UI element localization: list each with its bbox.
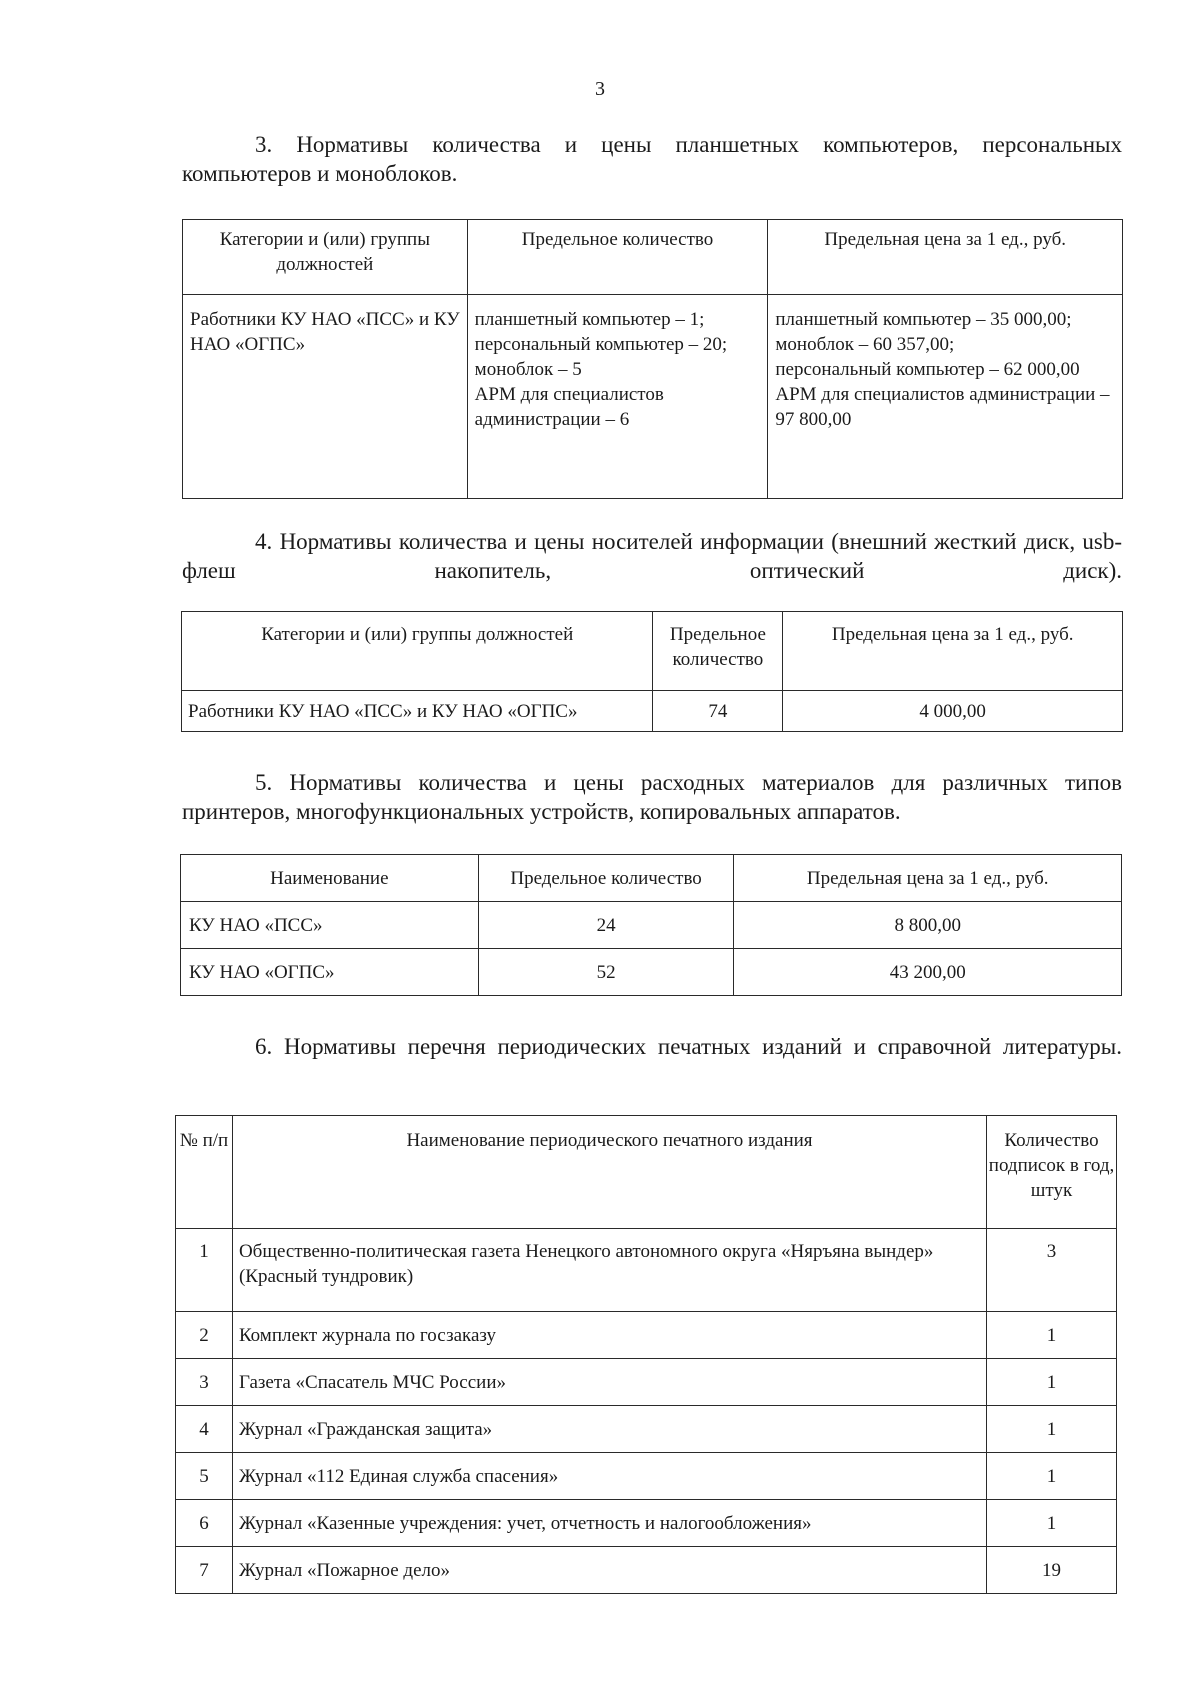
table-row — [176, 1229, 1117, 1312]
page-number: 3 — [595, 78, 605, 100]
cell-name: Газета «Спасатель МЧС России» — [232, 1359, 986, 1406]
section-5-table — [180, 854, 1122, 996]
cell-quantity: 1 — [987, 1406, 1117, 1453]
header-quantity: Предельное количество — [467, 220, 768, 295]
table-row — [176, 1453, 1117, 1500]
section-4-table — [181, 611, 1123, 732]
cell-quantity: 74 — [653, 691, 783, 732]
cell-quantity: 1 — [987, 1453, 1117, 1500]
header-quantity: Предельное количество — [653, 612, 783, 691]
cell-quantity: 1 — [987, 1500, 1117, 1547]
table-row — [176, 1500, 1117, 1547]
cell-number: 6 — [176, 1500, 233, 1547]
cell-name: Журнал «Пожарное дело» — [232, 1547, 986, 1594]
cell-quantity: 52 — [478, 949, 734, 996]
table-row — [183, 295, 1123, 499]
cell-quantity: 19 — [987, 1547, 1117, 1594]
cell-quantity: 24 — [478, 902, 734, 949]
table-row — [176, 1406, 1117, 1453]
section-3-heading: 3. Нормативы количества и цены планшетных компьютеров, персональных компьютеров и моноблоков. — [182, 132, 1122, 186]
section-4-heading: 4. Нормативы количества и цены носителей информации (внешний жесткий диск, usb-флеш накопитель, оптический диск). — [182, 529, 1122, 583]
header-name: Наименование периодического печатного издания — [232, 1116, 986, 1229]
cell-price: планшетный компьютер – 35 000,00; моноблок – 60 357,00; персональный компьютер – 62 000,00 АРМ для специалистов администрации – 97 800,00 — [768, 295, 1123, 499]
cell-quantity: 3 — [987, 1229, 1117, 1312]
cell-quantity: 1 — [987, 1312, 1117, 1359]
cell-name: Журнал «Гражданская защита» — [232, 1406, 986, 1453]
cell-name: КУ НАО «ПСС» — [181, 902, 479, 949]
table-row — [182, 691, 1123, 732]
section-6-heading: 6. Нормативы перечня периодических печатных изданий и справочной литературы. — [255, 1034, 1122, 1059]
cell-name: Комплект журнала по госзаказу — [232, 1312, 986, 1359]
section-6-table — [175, 1115, 1117, 1594]
table-header-row — [181, 855, 1122, 902]
cell-price: 43 200,00 — [734, 949, 1122, 996]
cell-name: КУ НАО «ОГПС» — [181, 949, 479, 996]
header-price: Предельная цена за 1 ед., руб. — [768, 220, 1123, 295]
table-row — [181, 949, 1122, 996]
table-row — [176, 1359, 1117, 1406]
header-price: Предельная цена за 1 ед., руб. — [734, 855, 1122, 902]
cell-number: 3 — [176, 1359, 233, 1406]
cell-number: 1 — [176, 1229, 233, 1312]
cell-quantity: планшетный компьютер – 1; персональный компьютер – 20; моноблок – 5 АРМ для специалистов администрации – 6 — [467, 295, 768, 499]
table-header-row — [183, 220, 1123, 295]
table-header-row — [176, 1116, 1117, 1229]
cell-number: 4 — [176, 1406, 233, 1453]
table-row — [176, 1547, 1117, 1594]
cell-name: Общественно-политическая газета Ненецкого автономного округа «Няръяна вындер» (Красный тундровик) — [232, 1229, 986, 1312]
table-row — [176, 1312, 1117, 1359]
section-3-table — [182, 219, 1123, 499]
cell-name: Журнал «112 Единая служба спасения» — [232, 1453, 986, 1500]
cell-category: Работники КУ НАО «ПСС» и КУ НАО «ОГПС» — [182, 691, 653, 732]
header-category: Категории и (или) группы должностей — [183, 220, 468, 295]
header-name: Наименование — [181, 855, 479, 902]
section-5-heading: 5. Нормативы количества и цены расходных материалов для различных типов принтеров, многофункциональных устройств, копировальных аппаратов. — [182, 770, 1122, 824]
cell-category: Работники КУ НАО «ПСС» и КУ НАО «ОГПС» — [183, 295, 468, 499]
cell-number: 5 — [176, 1453, 233, 1500]
header-quantity: Количество подписок в год, штук — [987, 1116, 1117, 1229]
header-price: Предельная цена за 1 ед., руб. — [783, 612, 1123, 691]
cell-price: 8 800,00 — [734, 902, 1122, 949]
cell-quantity: 1 — [987, 1359, 1117, 1406]
cell-name: Журнал «Казенные учреждения: учет, отчетность и налогообложения» — [232, 1500, 986, 1547]
header-category: Категории и (или) группы должностей — [182, 612, 653, 691]
cell-number: 2 — [176, 1312, 233, 1359]
table-header-row — [182, 612, 1123, 691]
table-row — [181, 902, 1122, 949]
header-number: № п/п — [176, 1116, 233, 1229]
header-quantity: Предельное количество — [478, 855, 734, 902]
cell-number: 7 — [176, 1547, 233, 1594]
cell-price: 4 000,00 — [783, 691, 1123, 732]
